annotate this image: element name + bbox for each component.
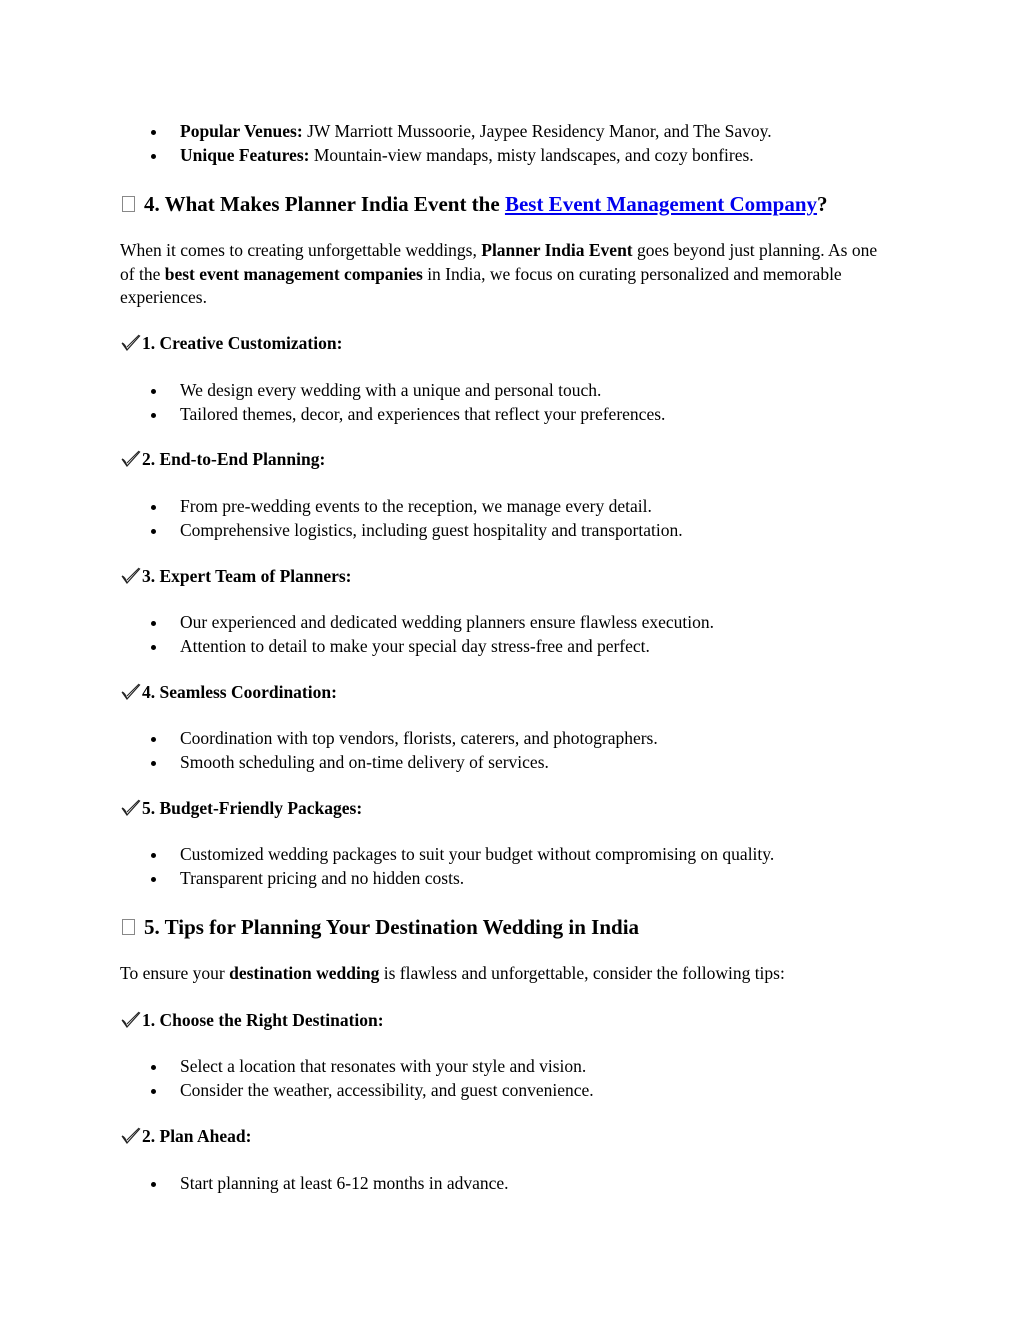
section4-heading-block [120, 191, 910, 217]
section4-item-1-bullets [120, 379, 910, 426]
section4-item-5-bullets [120, 843, 910, 890]
item-title: 2. End-to-End Planning: [120, 448, 910, 471]
list-item: We design every wedding with a unique and personal touch. [120, 379, 910, 403]
item-title: 5. Budget-Friendly Packages: [120, 797, 910, 820]
popular-venues-text: JW Marriott Mussoorie, Jaypee Residency Manor, and The Savoy. [302, 121, 772, 141]
item-title: 1. Creative Customization: [120, 332, 910, 355]
section4-intro [120, 239, 880, 310]
section4-heading: 4. What Makes Planner India Event the Best Event Management Company? [120, 191, 910, 217]
missing-glyph-icon [122, 919, 135, 935]
venues-list [120, 120, 910, 167]
item-title: 3. Expert Team of Planners: [120, 565, 910, 588]
section5-intro-paragraph: To ensure your destination wedding is flawless and unforgettable, consider the following tips: [120, 963, 785, 983]
check-icon [120, 450, 142, 468]
list-item: Select a location that resonates with your style and vision. [120, 1055, 910, 1079]
list-item: Comprehensive logistics, including guest hospitality and transportation. [120, 519, 910, 543]
list-item: Customized wedding packages to suit your budget without compromising on quality. [120, 843, 910, 867]
section5-heading: 5. Tips for Planning Your Destination Wedding in India [120, 914, 910, 940]
section5-item-1 [120, 1009, 910, 1032]
check-icon [120, 1011, 142, 1029]
section4-item-4 [120, 681, 910, 704]
section4-item-2-bullets [120, 495, 910, 542]
section4-item-1 [120, 332, 910, 355]
item-title: 2. Plan Ahead: [120, 1125, 910, 1148]
list-item: Attention to detail to make your special day stress-free and perfect. [120, 635, 910, 659]
unique-features-label: Unique Features: [180, 144, 310, 165]
list-item: Smooth scheduling and on-time delivery of services. [120, 751, 910, 775]
check-icon [120, 799, 142, 817]
check-icon [120, 1127, 142, 1145]
popular-venues-label: Popular Venues: [180, 121, 303, 141]
section5-intro [120, 962, 910, 986]
list-item: Our experienced and dedicated wedding planners ensure flawless execution. [120, 611, 910, 635]
section4-item-2 [120, 448, 910, 471]
list-item [120, 120, 910, 144]
unique-features-text: Mountain-view mandaps, misty landscapes, and cozy bonfires. [309, 144, 754, 165]
section5-heading-block [120, 914, 910, 940]
best-event-management-link[interactable]: Best Event Management Company [504, 192, 818, 216]
section5-item-1-bullets [120, 1055, 910, 1102]
check-icon [120, 567, 142, 585]
section4-item-3 [120, 565, 910, 588]
list-item: Consider the weather, accessibility, and guest convenience. [120, 1079, 910, 1103]
section4-item-5 [120, 797, 910, 820]
section4-intro-paragraph: When it comes to creating unforgettable weddings, Planner India Event goes beyond just planning. As one of the best event management companies in India, we focus on curating personalized and memorable experiences. [120, 240, 878, 307]
item-title: 4. Seamless Coordination: [120, 681, 910, 704]
list-item: Start planning at least 6-12 months in advance. [120, 1172, 910, 1196]
section4-item-4-bullets [120, 727, 910, 774]
list-item: Transparent pricing and no hidden costs. [120, 867, 910, 891]
list-item: Coordination with top vendors, florists, caterers, and photographers. [120, 727, 910, 751]
list-item: From pre-wedding events to the reception, we manage every detail. [120, 495, 910, 519]
check-icon [120, 683, 142, 701]
item-title: 1. Choose the Right Destination: [120, 1009, 910, 1032]
section5-item-2-bullets [120, 1172, 910, 1196]
section5-item-2 [120, 1125, 910, 1148]
missing-glyph-icon [122, 196, 135, 212]
check-icon [120, 334, 142, 352]
list-item [120, 144, 910, 168]
list-item: Tailored themes, decor, and experiences that reflect your preferences. [120, 403, 910, 427]
section4-item-3-bullets [120, 611, 910, 658]
